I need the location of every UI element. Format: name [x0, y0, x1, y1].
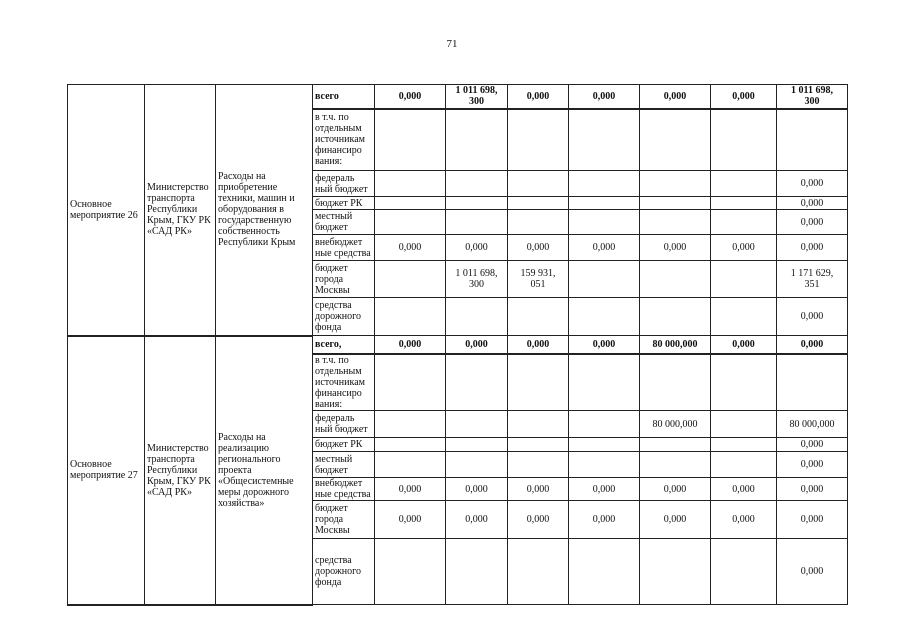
- amount-cell: [569, 298, 640, 336]
- table-row: [68, 336, 848, 354]
- amount-cell: 0,000: [711, 501, 777, 539]
- amount-cell: [777, 354, 848, 411]
- amount-cell: 0,000: [640, 478, 711, 501]
- activity-name: Основное мероприятие 26: [68, 85, 145, 336]
- amount-cell: 0,000: [446, 478, 508, 501]
- funding-source: средства дорожного фонда: [313, 298, 375, 336]
- amount-cell: 159 931, 051: [508, 261, 569, 298]
- amount-cell: [640, 452, 711, 478]
- amount-cell: 0,000: [446, 501, 508, 539]
- amount-cell: 0,000: [777, 171, 848, 197]
- amount-cell: 0,000: [777, 235, 848, 261]
- amount-cell: [446, 452, 508, 478]
- amount-cell: 80 000,000: [640, 411, 711, 438]
- activity-name: Основное мероприятие 27: [68, 336, 145, 605]
- amount-cell: [569, 210, 640, 235]
- amount-cell: [508, 298, 569, 336]
- amount-cell: [711, 411, 777, 438]
- amount-cell: [711, 354, 777, 411]
- amount-cell: [446, 354, 508, 411]
- amount-cell: 0,000: [777, 539, 848, 605]
- funding-source: средства дорожного фонда: [313, 539, 375, 605]
- amount-cell: [711, 197, 777, 210]
- amount-cell: 0,000: [375, 336, 446, 354]
- amount-cell: 1 011 698, 300: [446, 85, 508, 109]
- amount-cell: 0,000: [777, 501, 848, 539]
- amount-cell: 0,000: [777, 452, 848, 478]
- funding-source: местный бюджет: [313, 452, 375, 478]
- amount-cell: 0,000: [569, 235, 640, 261]
- amount-cell: 0,000: [569, 478, 640, 501]
- amount-cell: [508, 411, 569, 438]
- amount-cell: 0,000: [569, 85, 640, 109]
- amount-cell: 0,000: [777, 210, 848, 235]
- amount-cell: 0,000: [446, 235, 508, 261]
- amount-cell: [375, 438, 446, 452]
- amount-cell: 0,000: [777, 197, 848, 210]
- funding-source: местный бюджет: [313, 210, 375, 235]
- funding-source: внебюджет ные средства: [313, 235, 375, 261]
- amount-cell: [569, 452, 640, 478]
- amount-cell: [569, 354, 640, 411]
- amount-cell: [508, 354, 569, 411]
- amount-cell: 0,000: [375, 85, 446, 109]
- amount-cell: [640, 197, 711, 210]
- amount-cell: [446, 438, 508, 452]
- amount-cell: [711, 298, 777, 336]
- amount-cell: [569, 109, 640, 171]
- responsible-org: Министерство транспорта Республики Крым, ГКУ РК «САД РК»: [145, 336, 216, 605]
- amount-cell: [508, 539, 569, 605]
- amount-cell: 1 011 698, 300: [777, 85, 848, 109]
- amount-cell: [640, 298, 711, 336]
- table-row: [68, 85, 848, 109]
- funding-source: всего: [313, 85, 375, 109]
- funding-source: федераль ный бюджет: [313, 171, 375, 197]
- amount-cell: 0,000: [640, 501, 711, 539]
- amount-cell: 1 171 629, 351: [777, 261, 848, 298]
- amount-cell: 0,000: [508, 478, 569, 501]
- funding-source: бюджет РК: [313, 438, 375, 452]
- amount-cell: [375, 197, 446, 210]
- amount-cell: [711, 261, 777, 298]
- amount-cell: 0,000: [569, 501, 640, 539]
- amount-cell: 0,000: [711, 478, 777, 501]
- funding-source: внебюджет ные средства: [313, 478, 375, 501]
- amount-cell: 0,000: [777, 298, 848, 336]
- amount-cell: 1 011 698, 300: [446, 261, 508, 298]
- amount-cell: [640, 109, 711, 171]
- amount-cell: [446, 539, 508, 605]
- amount-cell: 0,000: [777, 438, 848, 452]
- amount-cell: [711, 539, 777, 605]
- amount-cell: [375, 298, 446, 336]
- amount-cell: [569, 438, 640, 452]
- amount-cell: 80 000,000: [777, 411, 848, 438]
- funding-source: всего,: [313, 336, 375, 354]
- amount-cell: [375, 210, 446, 235]
- amount-cell: [569, 539, 640, 605]
- amount-cell: 0,000: [640, 235, 711, 261]
- amount-cell: 0,000: [508, 235, 569, 261]
- amount-cell: 0,000: [375, 235, 446, 261]
- funding-source: бюджет города Москвы: [313, 261, 375, 298]
- amount-cell: [569, 171, 640, 197]
- activity-description: Расходы на реализацию регионального проекта «Общесистемные меры дорожного хозяйства»: [216, 336, 313, 605]
- amount-cell: 0,000: [777, 478, 848, 501]
- amount-cell: [508, 109, 569, 171]
- amount-cell: [640, 354, 711, 411]
- amount-cell: 0,000: [446, 336, 508, 354]
- page-number: 71: [446, 38, 458, 50]
- amount-cell: [640, 210, 711, 235]
- amount-cell: 0,000: [375, 501, 446, 539]
- amount-cell: [508, 171, 569, 197]
- budget-table: [67, 84, 848, 606]
- amount-cell: [508, 452, 569, 478]
- amount-cell: 80 000,000: [640, 336, 711, 354]
- amount-cell: [446, 298, 508, 336]
- amount-cell: [640, 261, 711, 298]
- amount-cell: [711, 210, 777, 235]
- amount-cell: [375, 411, 446, 438]
- funding-source: федераль ный бюджет: [313, 411, 375, 438]
- amount-cell: [508, 438, 569, 452]
- activity-description: Расходы на приобретение техники, машин и оборудования в государственную собственность Республики Крым: [216, 85, 313, 336]
- responsible-org: Министерство транспорта Республики Крым, ГКУ РК «САД РК»: [145, 85, 216, 336]
- amount-cell: [375, 354, 446, 411]
- amount-cell: [711, 452, 777, 478]
- amount-cell: [569, 411, 640, 438]
- funding-source: в т.ч. по отдельным источникам финансиро вания:: [313, 354, 375, 411]
- amount-cell: [446, 171, 508, 197]
- amount-cell: 0,000: [711, 336, 777, 354]
- funding-source: бюджет РК: [313, 197, 375, 210]
- amount-cell: 0,000: [508, 336, 569, 354]
- amount-cell: 0,000: [777, 336, 848, 354]
- amount-cell: 0,000: [508, 85, 569, 109]
- amount-cell: [711, 438, 777, 452]
- amount-cell: 0,000: [375, 478, 446, 501]
- amount-cell: [777, 109, 848, 171]
- amount-cell: [446, 210, 508, 235]
- funding-source: бюджет города Москвы: [313, 501, 375, 539]
- amount-cell: [640, 438, 711, 452]
- amount-cell: [508, 197, 569, 210]
- amount-cell: 0,000: [508, 501, 569, 539]
- amount-cell: 0,000: [711, 235, 777, 261]
- amount-cell: [375, 109, 446, 171]
- amount-cell: [569, 261, 640, 298]
- amount-cell: [375, 261, 446, 298]
- amount-cell: [446, 109, 508, 171]
- funding-source: в т.ч. по отдельным источникам финансиро вания:: [313, 109, 375, 171]
- amount-cell: [569, 197, 640, 210]
- amount-cell: [446, 197, 508, 210]
- amount-cell: [711, 171, 777, 197]
- amount-cell: [508, 210, 569, 235]
- amount-cell: [446, 411, 508, 438]
- amount-cell: [375, 171, 446, 197]
- amount-cell: [640, 539, 711, 605]
- amount-cell: 0,000: [640, 85, 711, 109]
- amount-cell: [375, 452, 446, 478]
- amount-cell: 0,000: [711, 85, 777, 109]
- amount-cell: [711, 109, 777, 171]
- amount-cell: [375, 539, 446, 605]
- amount-cell: [640, 171, 711, 197]
- amount-cell: 0,000: [569, 336, 640, 354]
